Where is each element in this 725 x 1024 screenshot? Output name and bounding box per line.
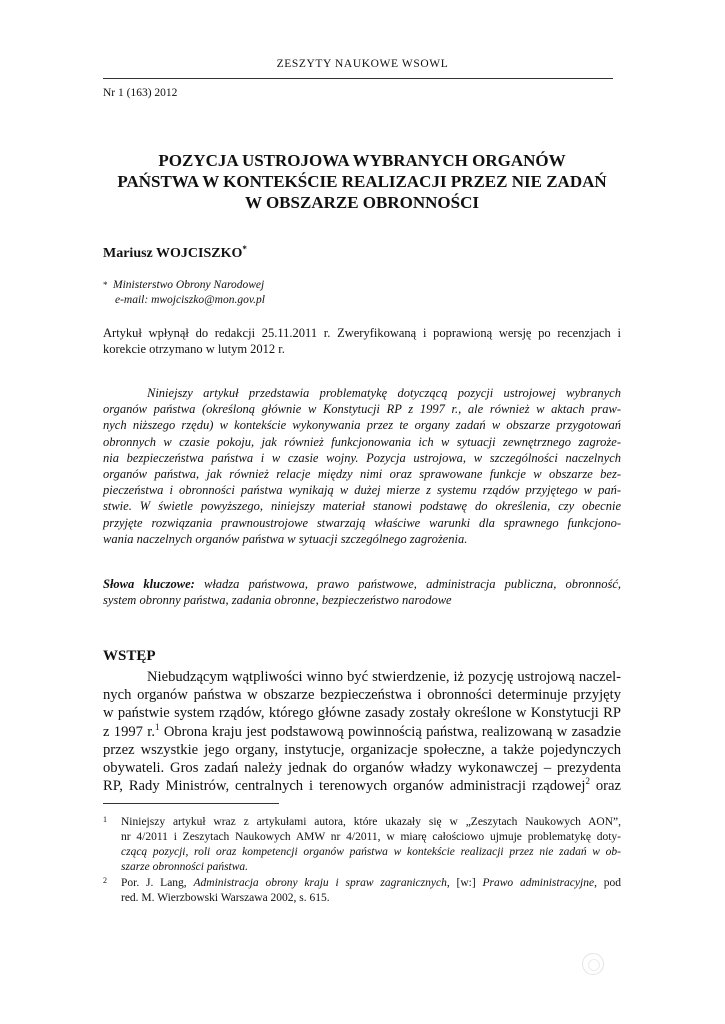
abstract-line: nych niższego rzędu) w kontekście wykonywania przez te organy zadań w obszarze przygotowań bbox=[103, 418, 621, 433]
body-text bbox=[103, 668, 621, 795]
footnote-number: 2 bbox=[103, 876, 107, 885]
body-line bbox=[103, 777, 621, 795]
body-line-start: z 1997 r. bbox=[103, 723, 155, 740]
body-line: w państwie system rządów, którego główne zasady zostały określone w Konstytucji RP bbox=[103, 705, 621, 722]
body-line: przez wszystkie jego organy, instytucje, organizacje społeczne, a także pojedynczych bbox=[103, 741, 621, 758]
body-line: nych organów państwa w obszarze bezpieczeństwa i obronności determinuje przyjęty bbox=[103, 687, 621, 704]
body-line-start: RP, Rady Ministrów, centralnych i terenowych organów administracji rządowej bbox=[103, 778, 586, 795]
footnote-line bbox=[121, 876, 621, 891]
footnote-line: nr 4/2011 i Zeszytach Naukowych AMW nr 4/2011, w miarę całościowo ujmuje problematykę doty- bbox=[121, 831, 621, 843]
title-line: POZYCJA USTROJOWA WYBRANYCH ORGANÓW bbox=[158, 151, 566, 170]
abstract-line: pieczeństwa i obronności państwa wynikają w dużej mierze z systemu rządów przyjętego w pań- bbox=[103, 483, 621, 498]
title-line: PAŃSTWA W KONTEKŚCIE REALIZACJI PRZEZ NIE ZADAŃ bbox=[117, 172, 607, 191]
footnote-line: czącą pozycji, roli oraz kompetencji organów państwa w kontekście realizacji przez nie zadań w ob- bbox=[121, 846, 621, 858]
issue-number: Nr 1 (163) 2012 bbox=[103, 87, 178, 99]
body-line: obywateli. Gros zadań należy jednak do organów władzy wykonawczej – prezydenta bbox=[103, 760, 621, 777]
author bbox=[103, 246, 247, 262]
author-name: Mariusz WOJCISZKO bbox=[103, 246, 243, 261]
article-title bbox=[103, 150, 621, 213]
abstract-line: Niniejszy artykuł przedstawia problematykę dotyczącą pozycji ustrojowej wybranych bbox=[147, 386, 621, 400]
body-line-rest: Obrona kraju jest podstawową powinnością państwa, realizowaną w zasadzie bbox=[159, 723, 621, 740]
footnote-suffix: , pod bbox=[594, 877, 621, 889]
footnote-prefix: Por. J. Lang, bbox=[121, 877, 194, 889]
abstract-line: organów państwa (określoną głównie w Konstytucji RP z 1997 r., ale również w aktach praw- bbox=[103, 402, 621, 417]
footnote-ref-2[interactable]: 2 bbox=[585, 776, 590, 787]
abstract-line: obronnych w czasie pokoju, jak również funkcjonowania ich w sytuacji zewnętrznego zagroże- bbox=[103, 434, 621, 449]
footnote-2 bbox=[103, 876, 621, 906]
author-marker: * bbox=[242, 244, 247, 254]
abstract-line: nia bezpieczeństwa państwa i w czasie wojny. Pozycja ustrojowa, w szczególności naczelnych bbox=[103, 450, 621, 465]
footnote-rule bbox=[103, 803, 279, 804]
footnote-number: 1 bbox=[103, 815, 107, 824]
affiliation-email: e-mail: mwojciszko@mon.gov.pl bbox=[115, 294, 265, 306]
abstract-line: organów państwa, jak również relacje między nimi oraz sprawowane funkcje w obszarze bez- bbox=[103, 467, 621, 482]
keywords-list-cont: system obronny państwa, zadania obronne, bezpieczeństwo narodowe bbox=[103, 593, 452, 608]
affiliation-institution: Ministerstwo Obrony Narodowej bbox=[113, 279, 265, 291]
received-note: Artykuł wpłynął do redakcji 25.11.2011 r. Zweryfikowaną i poprawioną wersję po recenzjach i korekcie otrzymano w lutym 2012 r. bbox=[103, 326, 621, 356]
footnote-line: szarze obronności państwa. bbox=[121, 861, 249, 873]
footnote-line: Niniejszy artykuł wraz z artykułami autora, które ukazały się w „Zeszytach Naukowych AON”, bbox=[121, 816, 621, 828]
keywords-list: władza państwowa, prawo państwowe, administracja publiczna, obronność, bbox=[203, 577, 622, 591]
keywords-label: Słowa kluczowe: bbox=[103, 577, 195, 591]
section-heading: WSTĘP bbox=[103, 648, 156, 664]
abstract-line: wania naczelnych organów państwa w sytuacji szczególnego zagrożenia. bbox=[103, 531, 468, 546]
journal-title: ZESZYTY NAUKOWE WSOWL bbox=[276, 58, 449, 70]
abstract-line: przyjęte rozwiązania prawnoustrojowe stwarzają właściwe warunki dla sprawnego funkcjono- bbox=[103, 515, 621, 530]
body-line bbox=[103, 723, 621, 741]
keywords bbox=[103, 576, 621, 608]
title-line: W OBSZARZE OBRONNOŚCI bbox=[245, 193, 479, 212]
watermark-icon bbox=[582, 953, 604, 975]
body-line: Niebudzącym wątpliwości winno być stwierdzenie, iż pozycję ustrojową naczel- bbox=[147, 669, 621, 685]
abstract-line: stwie. W świetle powyższego, niniejszy materiał stanowi podstawę do określenia, czy obecnie bbox=[103, 499, 621, 514]
body-line-rest: oraz bbox=[589, 778, 621, 795]
affiliation-marker: * bbox=[103, 280, 108, 290]
footnote-series-title: Prawo administracyjne bbox=[482, 877, 595, 889]
footnote-middle: , [w:] bbox=[446, 877, 483, 889]
footnote-1 bbox=[103, 815, 621, 875]
footnote-book-title: Administracja obrony kraju i spraw zagranicznych bbox=[193, 877, 447, 889]
affiliation bbox=[103, 278, 265, 308]
header-rule bbox=[103, 78, 613, 79]
footnote-ref-1[interactable]: 1 bbox=[155, 721, 160, 732]
abstract bbox=[103, 385, 621, 547]
footnote-line: red. M. Wierzbowski Warszawa 2002, s. 615. bbox=[121, 892, 330, 904]
